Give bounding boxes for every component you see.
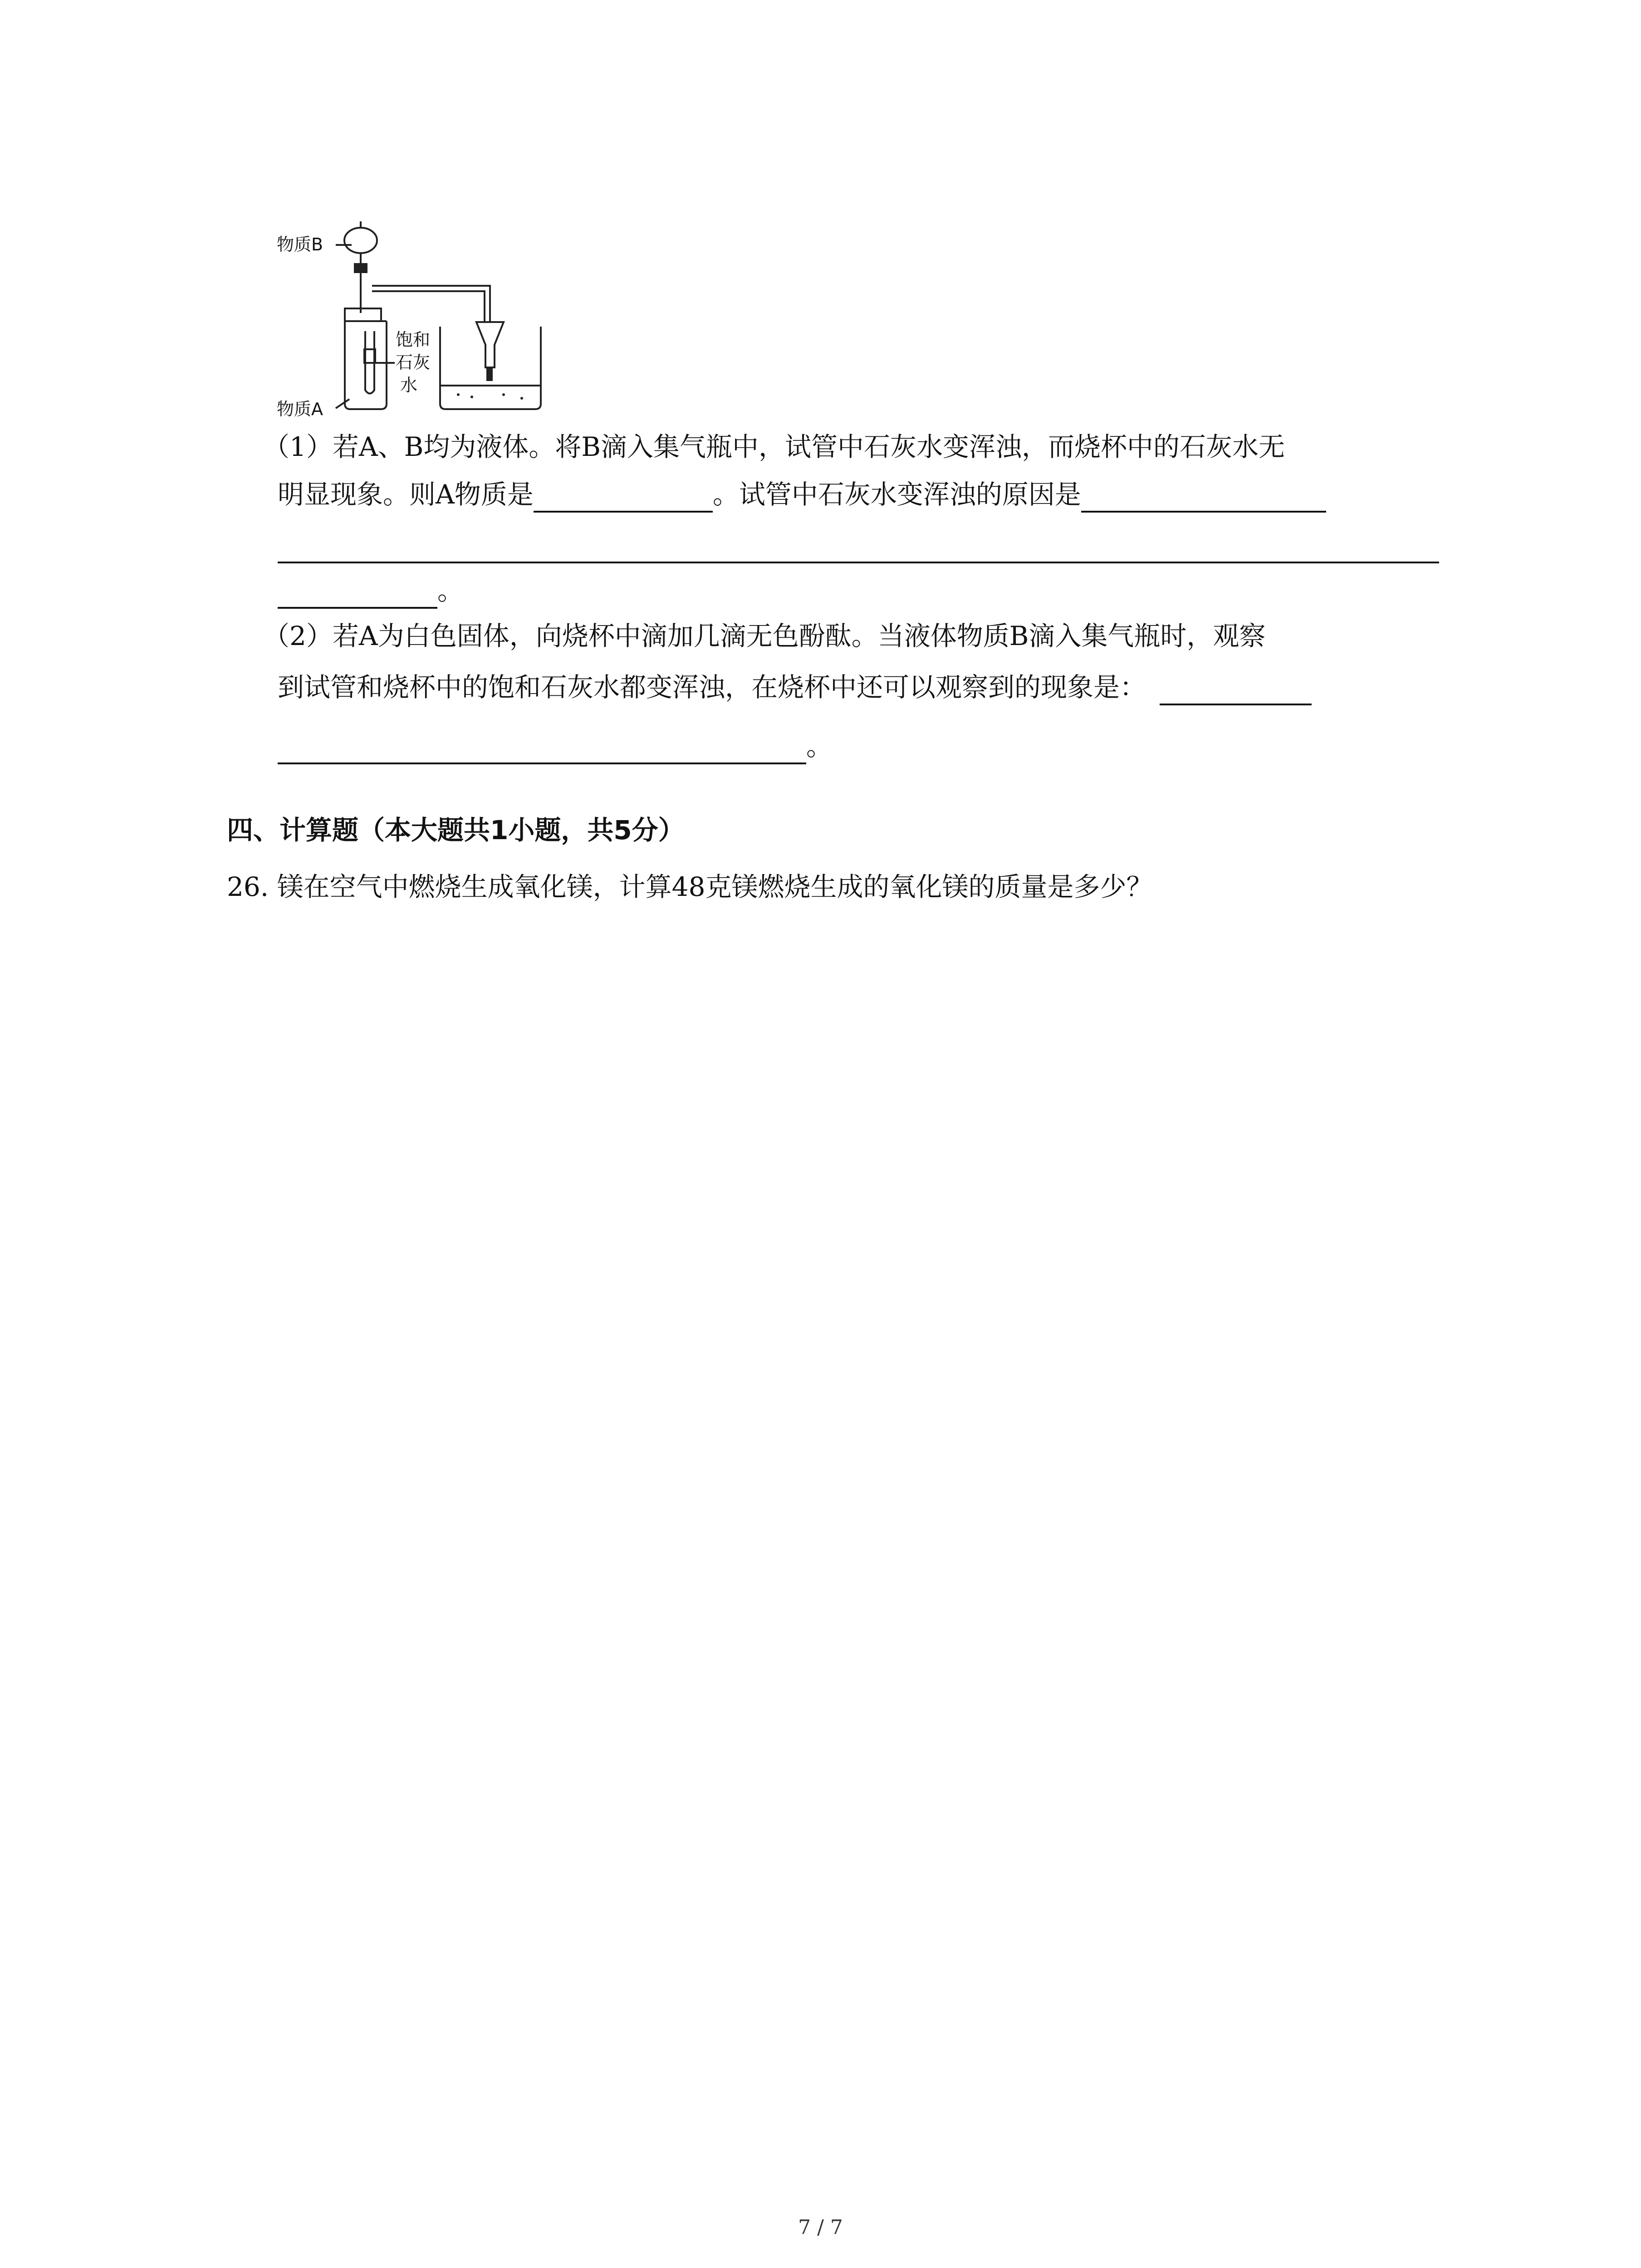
- apparatus-figure: [277, 213, 567, 426]
- q25-part2-line2: [278, 669, 1312, 705]
- q25-part2-line1: （2）若A为白色固体，向烧杯中滴加几滴无色酚酞。当液体物质B滴入集气瓶时，观察: [263, 621, 1266, 651]
- q25-part1-line2-b: 。试管中石灰水变浑浊的原因是: [712, 479, 1081, 510]
- q25-part1-line2: [278, 476, 1326, 513]
- label-limewater-1: 饱和: [396, 330, 431, 350]
- q25-part1-line4-end: 。: [437, 575, 464, 606]
- label-substance-a: 物质A: [277, 399, 323, 419]
- label-limewater-2: 石灰: [396, 352, 431, 372]
- label-limewater-3: 水: [400, 375, 418, 395]
- q25-part2-line3-end: 。: [806, 731, 833, 762]
- label-substance-b: 物质B: [277, 235, 323, 254]
- answer-blank-substance-a[interactable]: [534, 483, 713, 513]
- apparatus-diagram: [277, 213, 567, 426]
- answer-blank-phenomenon-start[interactable]: [1160, 675, 1312, 705]
- q25-part1-line2-a: 明显现象。则A物质是: [278, 479, 534, 510]
- section-title: 四、计算题（本大题共1小题，共5分）: [227, 815, 685, 846]
- q25-part2-line2-text: 到试管和烧杯中的饱和石灰水都变浑浊，在烧杯中还可以观察到的现象是：: [278, 672, 1146, 703]
- answer-blank-phenomenon-end[interactable]: [278, 734, 806, 764]
- q26-text: 26. 镁在空气中燃烧生成氧化镁，计算48克镁燃烧生成的氧化镁的质量是多少？: [227, 871, 1153, 902]
- q25-part2-line3: [278, 728, 833, 764]
- answer-blank-reason-start[interactable]: [1081, 483, 1326, 513]
- q25-part1-line4: [278, 572, 464, 609]
- answer-blank-reason-line[interactable]: [278, 562, 1439, 563]
- q25-part1-line1: （1）若A、B均为液体。将B滴入集气瓶中，试管中石灰水变浑浊，而烧杯中的石灰水无: [263, 431, 1285, 462]
- answer-blank-reason-end[interactable]: [278, 579, 437, 609]
- page-number: 7 / 7: [798, 2216, 843, 2239]
